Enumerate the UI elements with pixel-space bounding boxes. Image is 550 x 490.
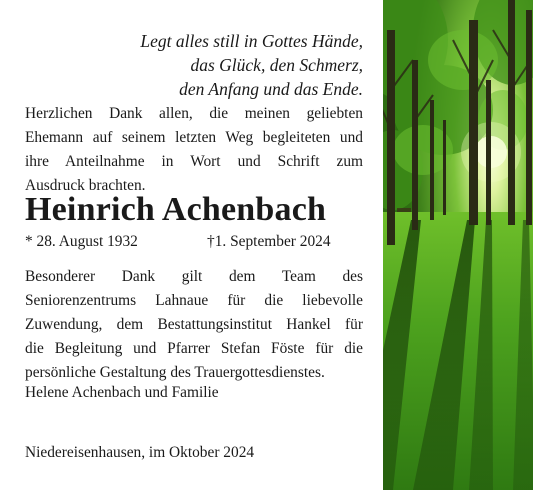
deceased-name: Heinrich Achenbach — [25, 191, 327, 228]
thanks-line: Ehemann auf seinem letzten Weg begleiteten und — [25, 129, 363, 146]
signature: Helene Achenbach und Familie — [25, 384, 219, 401]
acknowledgement-line: Seniorenzentrums Lahnaue für die liebevolle — [25, 292, 363, 309]
birth-date: * 28. August 1932 — [25, 233, 138, 250]
thanks-line: Herzlichen Dank allen, die meinen geliebten — [25, 105, 363, 122]
death-date: †1. September 2024 — [207, 233, 331, 250]
acknowledgement-line: persönliche Gestaltung des Trauergottesdienstes. — [25, 364, 325, 381]
poem — [63, 29, 363, 101]
acknowledgement-line: Besonderer Dank gilt dem Team des — [25, 268, 363, 285]
thanks-paragraph — [25, 102, 363, 198]
poem-line: das Glück, den Schmerz, — [190, 55, 363, 75]
park-photo-image — [383, 0, 533, 490]
acknowledgement-paragraph — [25, 265, 363, 385]
thanks-line: ihre Anteilnahme in Wort und Schrift zum — [25, 153, 363, 170]
acknowledgement-line: die Begleitung und Pfarrer Stefan Föste für die — [25, 340, 363, 357]
poem-line: den Anfang und das Ende. — [179, 79, 363, 99]
thanks-line: Ausdruck brachten. — [25, 177, 146, 194]
park-photo — [383, 0, 533, 490]
poem-line: Legt alles still in Gottes Hände, — [140, 31, 363, 51]
acknowledgement-line: Zuwendung, dem Bestattungsinstitut Hankel für — [25, 316, 363, 333]
place-and-date: Niedereisenhausen, im Oktober 2024 — [25, 444, 255, 461]
